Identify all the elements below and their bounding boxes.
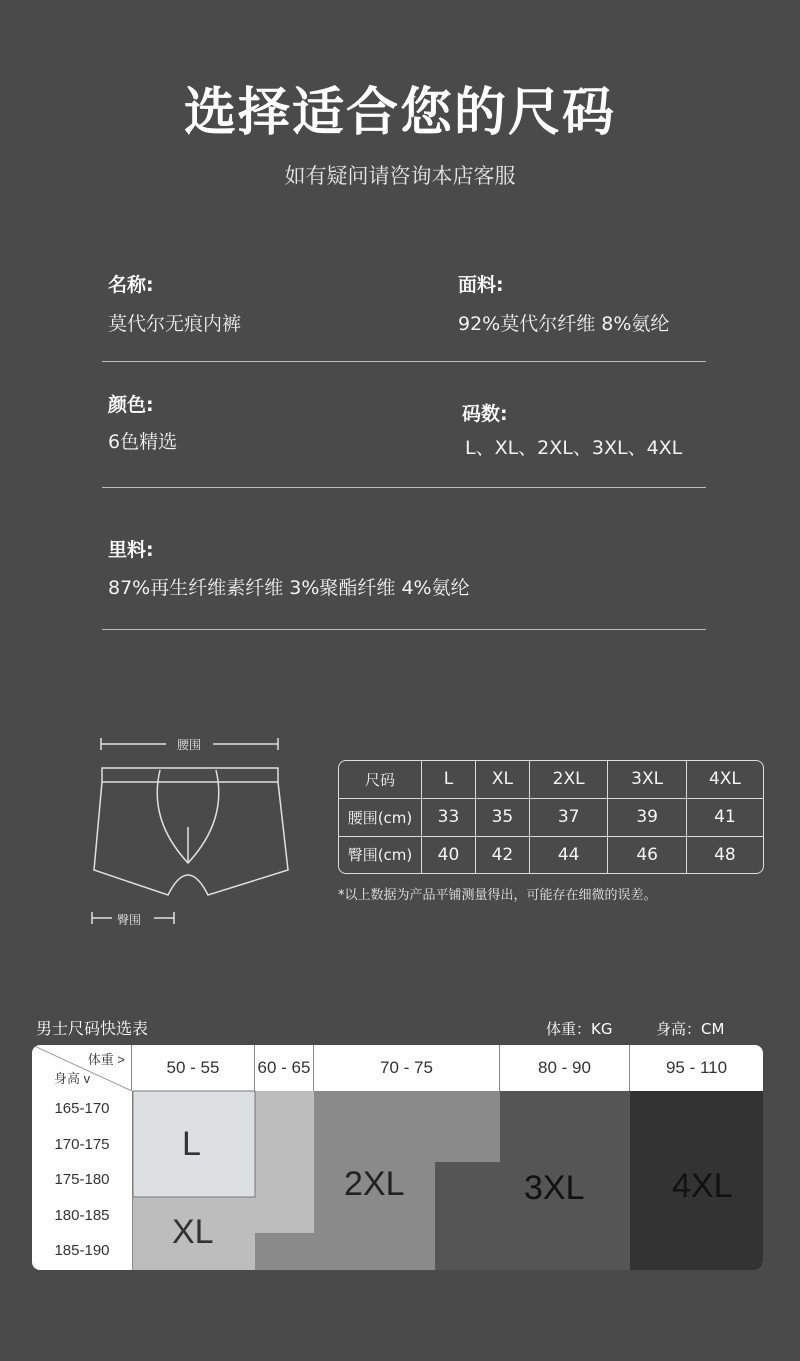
table-cell: 33 [422, 799, 476, 837]
sizes-value: L、XL、2XL、3XL、4XL [465, 437, 683, 459]
zone-l-label: L [182, 1125, 201, 1163]
underwear-diagram [88, 730, 298, 940]
zone-3xl-label: 3XL [524, 1169, 585, 1207]
table-cell: 2XL [530, 761, 608, 799]
height-row-label: 175-180 [54, 1171, 110, 1188]
page-subtitle: 如有疑问请咨询本店客服 [284, 164, 516, 188]
weight-header: 80 - 90 [500, 1045, 630, 1091]
table-cell: 41 [687, 799, 763, 837]
color-label: 颜色: [108, 394, 154, 416]
lining-value: 87%再生纤维素纤维 3%聚酯纤维 4%氨纶 [108, 577, 470, 599]
table-cell: 48 [714, 844, 736, 865]
table-cell: 尺码 [339, 761, 422, 799]
table-cell: 35 [476, 799, 530, 837]
zone-xl-label: XL [172, 1213, 214, 1251]
table-row [339, 799, 763, 837]
quick-chart-title: 男士尺码快选表 [36, 1019, 149, 1038]
table-cell: XL [476, 761, 530, 799]
table-cell: 42 [476, 837, 530, 873]
zone-4xl-label: 4XL [672, 1167, 733, 1205]
weight-header: 50 - 55 [132, 1045, 255, 1091]
table-cell: 39 [608, 799, 686, 837]
height-row-label: 180-185 [54, 1207, 110, 1224]
table-cell: 44 [530, 837, 608, 873]
corner-height-label: 身高 v [54, 1071, 91, 1086]
table-cell: 3XL [608, 761, 686, 799]
fabric-value: 92%莫代尔纤维 8%氨纶 [458, 313, 670, 335]
table-cell: 46 [608, 837, 686, 873]
measurement-note: *以上数据为产品平铺测量得出，可能存在细微的误差。 [338, 888, 657, 903]
size-zones [32, 1045, 763, 1270]
height-unit-label: 身高：CM [656, 1020, 725, 1038]
table-cell: 37 [530, 799, 608, 837]
zone-2xl-label: 2XL [344, 1165, 405, 1203]
height-row-label: 170-175 [54, 1136, 110, 1153]
size-quick-chart [32, 1045, 763, 1270]
corner-weight-label: 体重 > [87, 1052, 125, 1067]
table-cell: 腰围(cm) [339, 799, 422, 837]
name-label: 名称: [108, 274, 154, 296]
table-row [339, 837, 763, 873]
color-value: 6色精选 [108, 431, 178, 453]
weight-header: 95 - 110 [665, 1058, 728, 1077]
divider [102, 361, 706, 362]
divider [102, 487, 706, 488]
weight-header: 70 - 75 [314, 1045, 500, 1091]
height-row-label: 165-170 [54, 1100, 110, 1117]
size-table [338, 760, 764, 874]
page-title: 选择适合您的尺码 [183, 83, 616, 143]
lining-label: 里料: [108, 539, 154, 561]
weight-unit-label: 体重：KG [546, 1020, 613, 1038]
divider [102, 629, 706, 630]
height-row-label: 185-190 [54, 1242, 110, 1259]
name-value: 莫代尔无痕内裤 [108, 313, 242, 335]
fabric-label: 面料: [458, 274, 504, 296]
table-cell: 4XL [687, 761, 763, 799]
sizes-label: 码数: [462, 403, 508, 425]
table-row [339, 761, 763, 799]
hip-dimension-label: 臀围 [117, 913, 142, 927]
table-cell: 臀围(cm) [339, 837, 422, 873]
table-cell: L [422, 761, 476, 799]
waist-dimension-label: 腰围 [177, 738, 202, 752]
table-cell: 40 [422, 837, 476, 873]
weight-header: 60 - 65 [255, 1045, 314, 1091]
